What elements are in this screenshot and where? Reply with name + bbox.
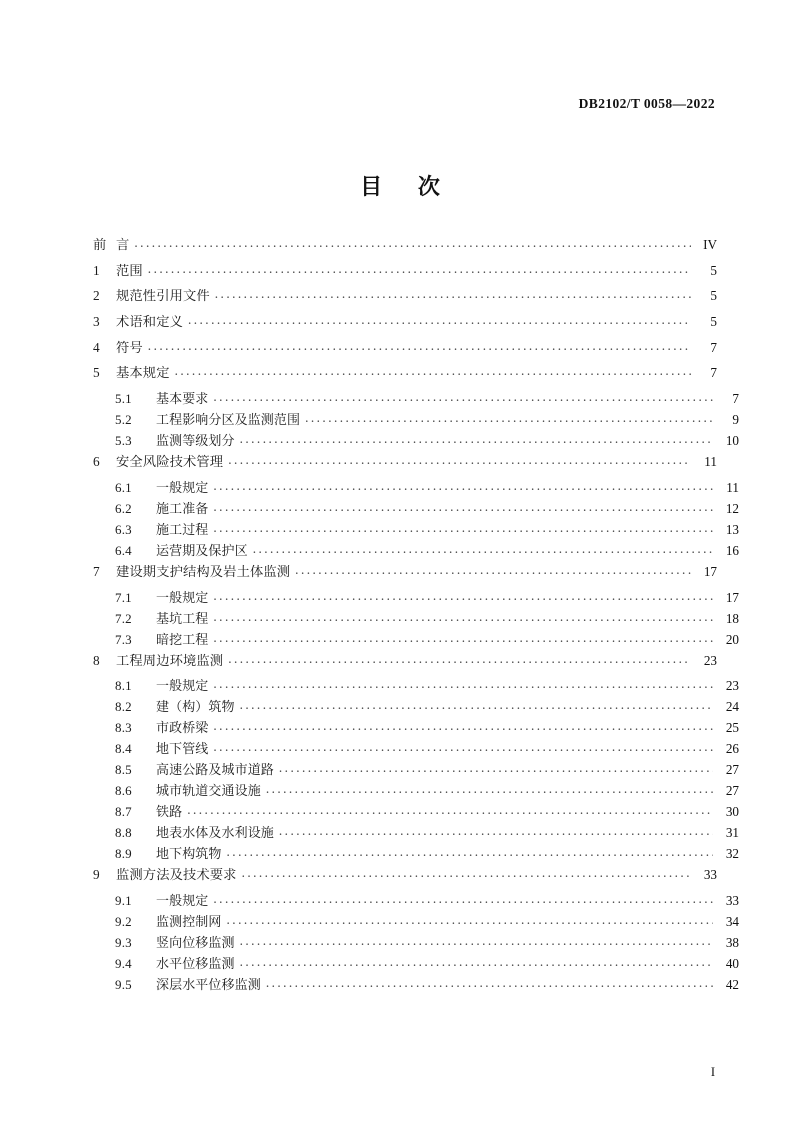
toc-entry-number: 9.3 — [115, 934, 132, 950]
toc-entry-page-number: 11 — [704, 454, 717, 470]
toc-entry-label: 高速公路及城市道路 — [156, 763, 274, 779]
toc-dot-leader — [213, 479, 713, 492]
toc-entry[interactable] — [93, 413, 739, 427]
toc-entry[interactable] — [93, 721, 739, 735]
toc-entry-number: 6.2 — [115, 500, 132, 516]
toc-entry[interactable] — [93, 565, 717, 579]
toc-entry-number: 3 — [93, 314, 100, 330]
toc-entry[interactable] — [93, 847, 739, 861]
toc-dot-leader — [227, 913, 713, 926]
toc-dot-leader — [148, 262, 691, 275]
toc-dot-leader — [213, 610, 713, 623]
toc-entry[interactable] — [93, 915, 739, 929]
toc-dot-leader — [295, 563, 691, 576]
toc-entry-label: 地下构筑物 — [156, 847, 222, 863]
toc-entry-number: 8.9 — [115, 846, 132, 862]
toc-entry-label: 建设期支护结构及岩土体监测 — [116, 564, 291, 580]
toc-entry-label: 施工准备 — [156, 501, 209, 517]
toc-entry[interactable] — [93, 894, 739, 908]
toc-entry-number: 9.2 — [115, 913, 132, 929]
toc-entry-number: 5.3 — [115, 433, 132, 449]
toc-entry-page-number: 24 — [725, 699, 739, 715]
toc-entry-number: 9.4 — [115, 955, 132, 971]
toc-dot-leader — [279, 761, 713, 774]
toc-entry-page-number: 23 — [703, 652, 717, 668]
toc-entry-page-number: 32 — [725, 846, 739, 862]
toc-entry-page-number: 10 — [725, 433, 739, 449]
toc-entry-label: 竖向位移监测 — [156, 935, 235, 951]
toc-entry[interactable] — [93, 784, 739, 798]
toc-entry-page-number: 5 — [710, 262, 717, 278]
toc-dot-leader — [187, 803, 713, 816]
toc-entry-page-number: 7 — [710, 365, 717, 381]
toc-entry-page-number: IV — [703, 237, 717, 252]
toc-entry-label: 术语和定义 — [116, 315, 183, 331]
toc-entry-page-number: 30 — [725, 804, 739, 820]
toc-entry-number: 6 — [93, 454, 100, 470]
toc-entry[interactable] — [93, 315, 717, 329]
toc-dot-leader — [175, 364, 691, 377]
toc-entry-page-number: 17 — [725, 589, 739, 605]
toc-entry-number: 8.5 — [115, 762, 132, 778]
toc-entry[interactable] — [93, 392, 739, 406]
toc-entry-number: 8.7 — [115, 804, 132, 820]
toc-entry-number: 8.3 — [115, 720, 132, 736]
toc-entry-number: 前 — [93, 237, 107, 252]
toc-entry[interactable] — [93, 805, 739, 819]
toc-entry-label: 深层水平位移监测 — [156, 977, 261, 993]
toc-entry-page-number: 5 — [710, 288, 717, 304]
toc-entry-label: 范围 — [116, 263, 143, 279]
toc-entry-page-number: 11 — [726, 479, 739, 495]
toc-dot-leader — [213, 740, 713, 753]
toc-entry[interactable] — [93, 978, 739, 992]
toc-entry-label: 地下管线 — [156, 742, 209, 758]
footer-page-number: I — [710, 1065, 715, 1079]
toc-entry-page-number: 7 — [710, 339, 717, 355]
toc-dot-leader — [213, 500, 713, 513]
toc-entry-label: 监测控制网 — [156, 914, 222, 930]
toc-entry-page-number: 13 — [725, 521, 739, 537]
toc-entry-page-number: 34 — [725, 913, 739, 929]
toc-entry-number: 8 — [93, 652, 100, 668]
toc-entry-number: 7.3 — [115, 631, 132, 647]
toc-dot-leader — [213, 589, 713, 602]
toc-entry-label: 水平位移监测 — [156, 956, 235, 972]
toc-entry[interactable] — [93, 455, 717, 469]
toc-entry-page-number: 23 — [725, 678, 739, 694]
toc-entry-page-number: 7 — [732, 391, 739, 407]
toc-entry-label: 一般规定 — [156, 679, 209, 695]
toc-entry-number: 7.2 — [115, 610, 132, 626]
toc-entry-label: 符号 — [116, 340, 143, 356]
toc-entry-number: 9 — [93, 867, 100, 883]
toc-entry-number: 2 — [93, 288, 100, 304]
toc-entry-number: 8.1 — [115, 678, 132, 694]
toc-entry-label: 地表水体及水利设施 — [156, 826, 274, 842]
toc-entry[interactable] — [93, 763, 739, 777]
toc-entry[interactable] — [93, 366, 717, 380]
toc-dot-leader — [188, 313, 691, 326]
toc-dot-leader — [305, 411, 713, 424]
toc-entry-page-number: 33 — [725, 892, 739, 908]
toc-entry-number: 7.1 — [115, 589, 132, 605]
toc-entry-label: 一般规定 — [156, 480, 209, 496]
toc-dot-leader — [213, 677, 713, 690]
toc-entry[interactable] — [93, 238, 717, 252]
toc-entry-number: 9.1 — [115, 892, 132, 908]
toc-entry-number: 6.1 — [115, 479, 132, 495]
toc-entry-page-number: 18 — [725, 610, 739, 626]
toc-dot-leader — [228, 652, 691, 665]
toc-entry-label: 运营期及保护区 — [156, 543, 248, 559]
toc-dot-leader — [253, 542, 713, 555]
toc-dot-leader — [242, 866, 691, 879]
toc-entry-number: 8.6 — [115, 783, 132, 799]
toc-dot-leader — [148, 339, 691, 352]
toc-entry[interactable] — [93, 957, 739, 971]
toc-entry[interactable] — [93, 612, 739, 626]
toc-dot-leader — [215, 287, 691, 300]
toc-entry-page-number: 40 — [725, 955, 739, 971]
toc-dot-leader — [266, 976, 713, 989]
toc-entry-label: 基坑工程 — [156, 611, 209, 627]
toc-dot-leader — [227, 845, 713, 858]
toc-entry-label: 城市轨道交通设施 — [156, 784, 261, 800]
toc-entry-label: 规范性引用文件 — [116, 289, 210, 305]
toc-dot-leader — [213, 892, 713, 905]
toc-dot-leader — [279, 824, 713, 837]
toc-entry-page-number: 25 — [725, 720, 739, 736]
toc-entry-number: 6.4 — [115, 542, 132, 558]
toc-entry-page-number: 26 — [725, 741, 739, 757]
toc-entry-label: 暗挖工程 — [156, 632, 209, 648]
page-title: 目 次 — [360, 175, 454, 200]
toc-entry[interactable] — [93, 264, 717, 278]
toc-entry-label: 言 — [116, 238, 130, 253]
toc-dot-leader — [228, 453, 691, 466]
toc-dot-leader — [266, 782, 713, 795]
toc-entry[interactable] — [93, 654, 717, 668]
toc-entry-label: 一般规定 — [156, 590, 209, 606]
toc-entry-label: 铁路 — [156, 805, 183, 821]
standard-number-header: DB2102/T 0058—2022 — [578, 96, 715, 111]
table-of-contents — [93, 237, 739, 999]
toc-entry[interactable] — [93, 523, 739, 537]
toc-entry-number: 7 — [93, 563, 100, 579]
toc-entry-page-number: 27 — [725, 762, 739, 778]
toc-dot-leader — [213, 719, 713, 732]
toc-entry-label: 建（构）筑物 — [156, 700, 235, 716]
toc-entry-label: 监测等级划分 — [156, 434, 235, 450]
toc-entry[interactable] — [93, 742, 739, 756]
toc-entry-number: 8.4 — [115, 741, 132, 757]
toc-entry[interactable] — [93, 544, 739, 558]
toc-entry-label: 基本规定 — [116, 366, 170, 382]
toc-entry[interactable] — [93, 700, 739, 714]
toc-entry[interactable] — [93, 633, 739, 647]
toc-entry-number: 4 — [93, 339, 100, 355]
toc-entry[interactable] — [93, 936, 739, 950]
toc-entry-label: 施工过程 — [156, 522, 209, 538]
toc-dot-leader — [134, 236, 691, 249]
toc-entry[interactable] — [93, 434, 739, 448]
toc-entry-number: 8.2 — [115, 699, 132, 715]
toc-entry[interactable] — [93, 502, 739, 516]
toc-dot-leader — [213, 390, 713, 403]
toc-entry-number: 8.8 — [115, 825, 132, 841]
toc-entry-label: 监测方法及技术要求 — [116, 868, 237, 884]
toc-entry-page-number: 16 — [725, 542, 739, 558]
toc-entry-label: 基本要求 — [156, 392, 209, 408]
toc-entry-label: 一般规定 — [156, 893, 209, 909]
toc-entry-label: 工程影响分区及监测范围 — [156, 413, 301, 429]
toc-entry-label: 市政桥梁 — [156, 721, 209, 737]
toc-dot-leader — [213, 521, 713, 534]
toc-entry-page-number: 17 — [703, 563, 717, 579]
toc-dot-leader — [240, 432, 713, 445]
toc-entry[interactable] — [93, 826, 739, 840]
toc-entry[interactable] — [93, 289, 717, 303]
toc-entry-label: 工程周边环境监测 — [116, 653, 224, 669]
toc-entry-page-number: 38 — [725, 934, 739, 950]
toc-entry-page-number: 31 — [725, 825, 739, 841]
toc-entry-page-number: 20 — [725, 631, 739, 647]
toc-entry[interactable] — [93, 591, 739, 605]
toc-entry-number: 5.1 — [115, 391, 132, 407]
toc-entry-page-number: 33 — [703, 867, 717, 883]
toc-entry[interactable] — [93, 679, 739, 693]
toc-entry-page-number: 27 — [725, 783, 739, 799]
toc-dot-leader — [240, 955, 713, 968]
toc-entry[interactable] — [93, 341, 717, 355]
toc-entry[interactable] — [93, 481, 739, 495]
toc-entry-label: 安全风险技术管理 — [116, 455, 224, 471]
toc-entry-number: 9.5 — [115, 976, 132, 992]
toc-entry-page-number: 5 — [710, 314, 717, 330]
toc-entry-page-number: 9 — [732, 412, 739, 428]
toc-dot-leader — [213, 631, 713, 644]
toc-entry-page-number: 12 — [725, 500, 739, 516]
toc-entry[interactable] — [93, 868, 717, 882]
toc-entry-number: 6.3 — [115, 521, 132, 537]
toc-dot-leader — [240, 934, 713, 947]
toc-entry-number: 5.2 — [115, 412, 132, 428]
toc-dot-leader — [240, 698, 713, 711]
toc-entry-number: 5 — [93, 365, 100, 381]
toc-entry-number: 1 — [93, 262, 100, 278]
toc-entry-page-number: 42 — [725, 976, 739, 992]
